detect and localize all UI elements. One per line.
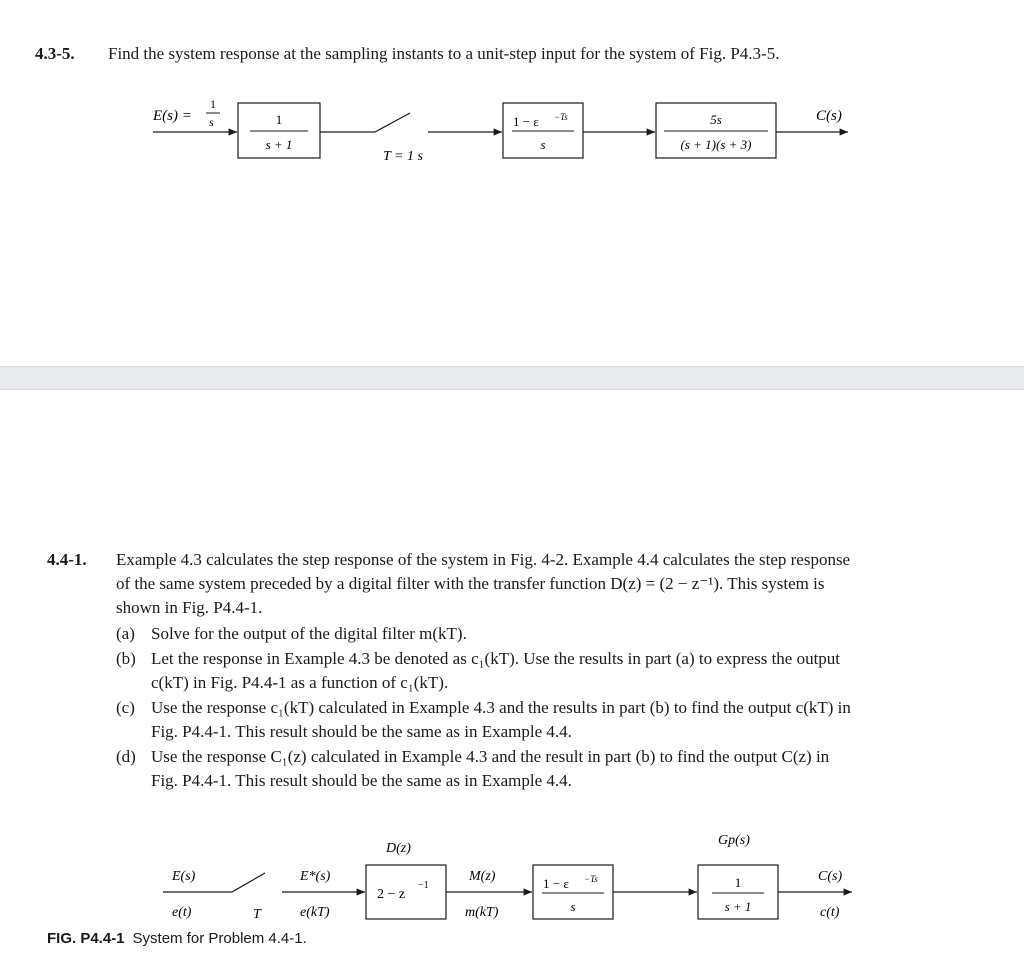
output-bottom-label: c(t) [820, 905, 840, 920]
part-line: Use the response C₁(z) calculated in Example 4.3 and the result in part (b) to find the output C(z) in [151, 747, 830, 766]
input-label: E(s) = [153, 108, 192, 124]
plant-den: s + 1 [724, 899, 752, 914]
part-line: Fig. P4.4-1. This result should be the same as in Example 4.4. [151, 722, 572, 741]
figure-caption-label: FIG. P4.4-1 [47, 930, 125, 947]
zoh2-exp: −Ts [584, 874, 598, 884]
statement-line-3: shown in Fig. P4.4-1. [116, 598, 263, 617]
zoh-den: s [540, 137, 546, 152]
part-label: (b) [116, 649, 136, 668]
problem-number: 4.3-5. [35, 44, 75, 63]
problem-statement-2 [116, 548, 996, 620]
input-bottom-label: e(t) [172, 905, 192, 920]
zoh-exp: −Ts [554, 112, 568, 122]
part-b [116, 647, 986, 695]
input-fraction-den: s [209, 115, 214, 129]
zoh2-num: 1 − ε [543, 876, 569, 891]
sampler-label-2: T [253, 907, 261, 922]
m-top-label: M(z) [469, 869, 496, 884]
statement-line-1: Example 4.3 calculates the step response of the system in Fig. 4-2. Example 4.4 calculates the step response [116, 550, 851, 569]
part-label: (a) [116, 624, 135, 643]
filter-expr: 2 − z [377, 887, 406, 902]
part-line: Fig. P4.4-1. This result should be the same as in Example 4.4. [151, 771, 572, 790]
problem-parts-list [116, 622, 986, 794]
input-top-label: E(s) [172, 869, 196, 884]
output-label: C(s) [816, 108, 842, 124]
figure-caption-text: System for Problem 4.4-1. [132, 930, 307, 947]
m-bottom-label: m(kT) [465, 905, 499, 920]
statement-line-2: of the same system preceded by a digital filter with the transfer function D(z) = (2 − z⁻¹). This system is [116, 574, 825, 593]
part-label: (c) [116, 698, 135, 717]
part-line: Use the response c₁(kT) calculated in Example 4.3 and the results in part (b) to find the output c(kT) in [151, 698, 851, 717]
block3-num: 5s [710, 112, 722, 127]
filter-exp: −1 [418, 880, 429, 891]
block1-den: s + 1 [265, 137, 293, 152]
sampler-label: T = 1 s [383, 149, 423, 164]
figure-caption [47, 930, 307, 947]
part-a [116, 622, 986, 646]
part-line: c(kT) in Fig. P4.4-1 as a function of c₁(kT). [151, 673, 449, 692]
block-diagram-p4-4-1 [0, 820, 1024, 930]
part-label: (d) [116, 747, 136, 766]
input-fraction-num: 1 [210, 97, 216, 111]
plant-num: 1 [734, 875, 742, 890]
block3-den: (s + 1)(s + 3) [680, 137, 752, 152]
sampler-switch-2 [232, 873, 265, 892]
zoh2-den: s [570, 899, 576, 914]
part-c [116, 696, 986, 744]
page-divider [0, 366, 1024, 390]
zoh-num: 1 − ε [513, 114, 539, 129]
sampler-switch [375, 113, 410, 132]
part-d [116, 745, 986, 793]
block-diagram-p4-3-5 [0, 80, 1024, 280]
output-top-label: C(s) [818, 869, 843, 884]
estar-bottom-label: e(kT) [300, 905, 330, 920]
estar-top-label: E*(s) [300, 869, 331, 884]
part-line: Solve for the output of the digital filter m(kT). [151, 624, 467, 643]
problem-number-2: 4.4-1. [47, 550, 87, 569]
block1-num: 1 [275, 112, 283, 127]
filter-title: D(z) [386, 841, 411, 856]
problem-4-3-5-section [0, 0, 1024, 366]
plant-title: Gp(s) [718, 833, 750, 848]
part-line: Let the response in Example 4.3 be denoted as c₁(kT). Use the results in part (a) to express the output [151, 649, 841, 668]
problem-statement: Find the system response at the sampling instants to a unit-step input for the system of Fig. P4.3-5. [108, 44, 780, 63]
